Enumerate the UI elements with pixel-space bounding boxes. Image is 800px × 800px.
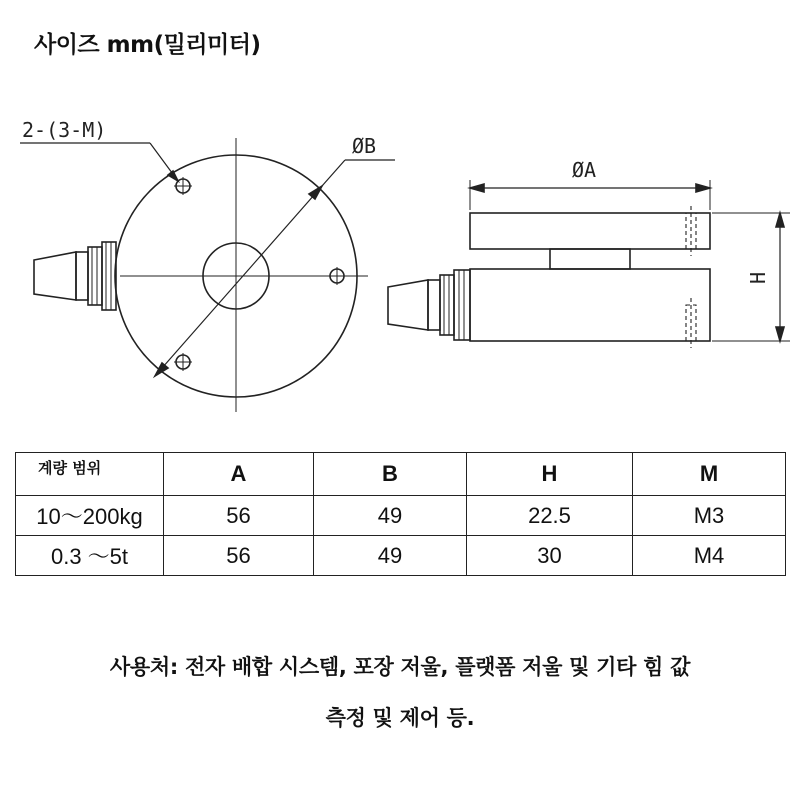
cable-connector — [388, 270, 470, 340]
side-view — [388, 180, 790, 348]
spec-table — [15, 452, 786, 576]
table-cell: 49 — [314, 536, 467, 576]
table-header: B — [314, 453, 467, 496]
table-cell: 0.3 ～5t — [16, 536, 164, 576]
top-view — [20, 138, 395, 412]
table-cell: 56 — [164, 536, 314, 576]
table-cell: 49 — [314, 496, 467, 536]
diameter-a-label: ØA — [572, 158, 597, 182]
table-header: H — [467, 453, 633, 496]
usage-text-line2: 측정 및 제어 등. — [325, 706, 475, 730]
table-header: 계량 범위 — [16, 453, 164, 496]
usage-text-line1: 사용처: 전자 배합 시스템, 포장 저울, 플랫폼 저울 및 기타 힘 값 — [109, 655, 691, 679]
table-cell: M3 — [633, 496, 786, 536]
table-cell: 56 — [164, 496, 314, 536]
table-header: A — [164, 453, 314, 496]
table-row — [16, 536, 786, 576]
cable-connector — [34, 242, 116, 310]
hole-callout-label: 2-(3-M) — [22, 118, 107, 142]
mounting-hole — [174, 353, 192, 371]
table-row — [16, 496, 786, 536]
diameter-b-label: ØB — [352, 134, 377, 158]
top-plate — [470, 213, 710, 249]
table-cell: 30 — [467, 536, 633, 576]
table-cell: 22.5 — [467, 496, 633, 536]
body — [470, 269, 710, 341]
table-header: M — [633, 453, 786, 496]
table-cell: 10～200kg — [16, 496, 164, 536]
table-header-row — [16, 453, 786, 496]
mounting-hole — [328, 267, 346, 285]
table-cell: M4 — [633, 536, 786, 576]
page-title: 사이즈 mm(밀리미터) — [34, 32, 261, 58]
height-label: H — [746, 271, 770, 284]
